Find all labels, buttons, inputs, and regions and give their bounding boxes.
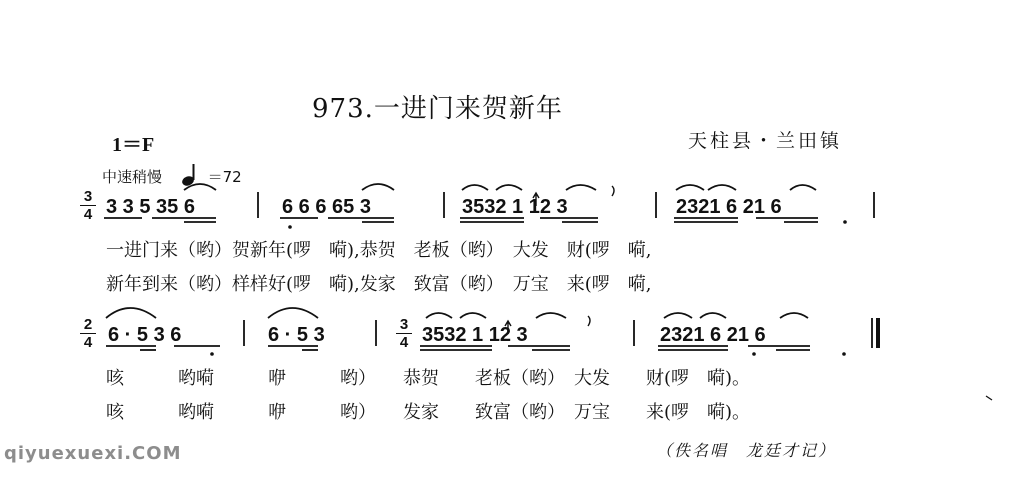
measure-1-2: 6 6 6 65 3: [282, 196, 371, 218]
tempo-value: ＝72: [207, 168, 242, 186]
measure-2-1: 6 · 5 3 6: [108, 324, 182, 346]
performer-credit: （佚名唱 龙廷才记）: [656, 441, 837, 460]
lyric-line-2-2: 咳 哟嗬 咿 哟） 发家 致富（哟） 万宝 来(啰 嗬)。: [106, 402, 751, 423]
measure-1-1: 3 3 5 35 6: [106, 196, 195, 218]
song-title: 973.一进门来贺新年: [312, 94, 563, 124]
measure-2-4: 2321 6 21 6: [660, 324, 766, 346]
lyric-line-1-1: 一进门来（哟）贺新年(啰 嗬),恭贺 老板（哟） 大发 财(啰 嗬,: [106, 240, 652, 261]
tempo-text: 中速稍慢: [102, 168, 163, 186]
time-signature-3-4-second: 3 4: [396, 316, 412, 351]
key-signature: 1＝F: [112, 134, 155, 156]
measure-1-3: 3532 1 12 3: [462, 196, 568, 218]
time-signature-3-4: 3 4: [80, 188, 96, 223]
time-signature-2-4: 2 4: [80, 316, 96, 351]
site-watermark: qiyuexuexi.COM: [4, 443, 182, 464]
measure-2-2: 6 · 5 3: [268, 324, 325, 346]
song-source: 天柱县・兰田镇: [688, 130, 843, 152]
measure-1-4: 2321 6 21 6: [676, 196, 782, 218]
lyric-line-2-1: 咳 哟嗬 咿 哟） 恭贺 老板（哟） 大发 财(啰 嗬)。: [106, 368, 751, 389]
measure-2-3: 3532 1 12 3: [422, 324, 528, 346]
lyric-line-1-2: 新年到来（哟）样样好(啰 嗬),发家 致富（哟） 万宝 来(啰 嗬,: [106, 274, 652, 295]
